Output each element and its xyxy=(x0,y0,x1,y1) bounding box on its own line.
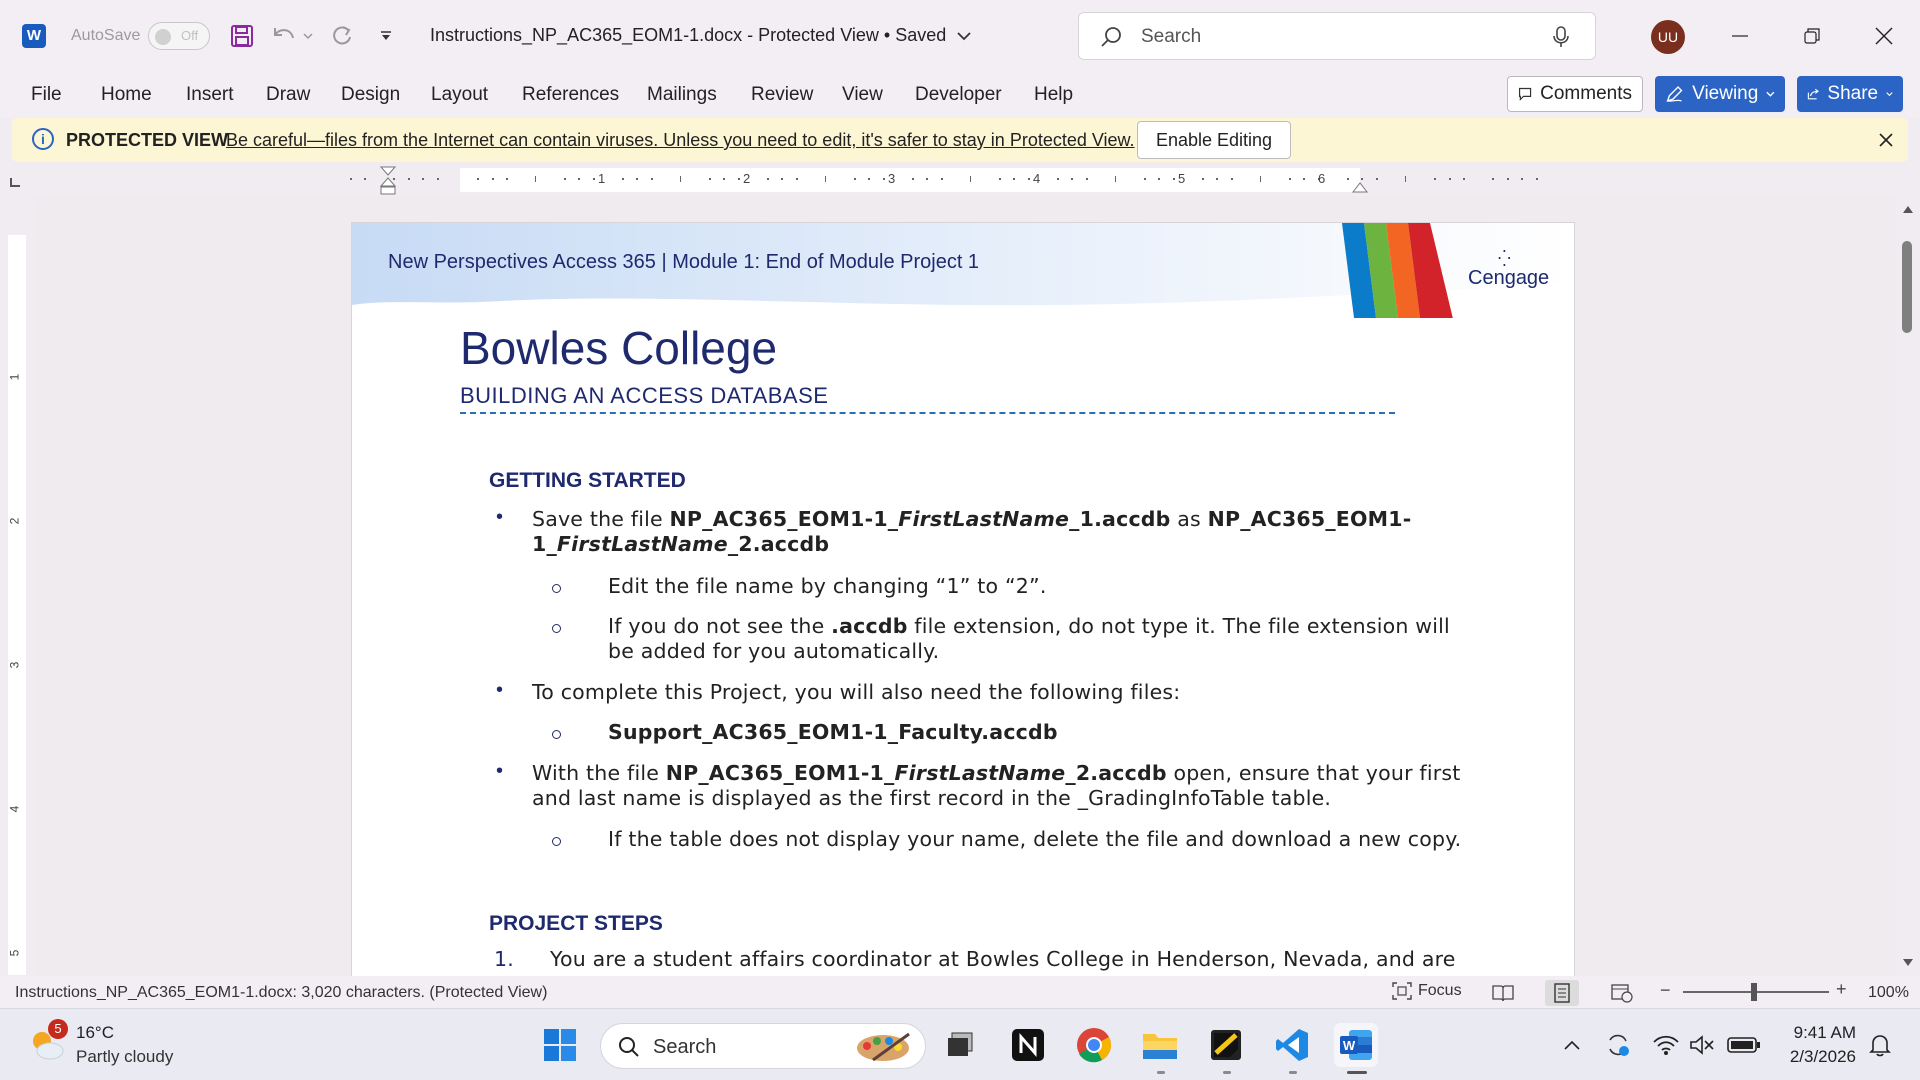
title-bar xyxy=(0,0,1920,72)
chrome-app-icon[interactable] xyxy=(1072,1023,1116,1067)
text-run: FirstLastName xyxy=(898,507,1070,531)
read-mode-icon[interactable] xyxy=(1486,980,1520,1006)
bullet: • xyxy=(496,760,504,782)
bullet: • xyxy=(496,679,504,701)
viewing-label: Viewing xyxy=(1692,83,1759,104)
paragraph: If the table does not display your name, delete the file and download a new copy. xyxy=(608,827,1462,851)
autosave-state: Off xyxy=(181,28,199,43)
undo-dropdown-icon[interactable] xyxy=(298,20,318,52)
close-icon[interactable] xyxy=(1874,128,1898,152)
undo-icon[interactable] xyxy=(268,20,300,52)
text-run: open, ensure that your first xyxy=(1166,761,1461,785)
text-run: .accdb xyxy=(831,614,908,638)
search-icon xyxy=(617,1035,641,1059)
protected-view-title: PROTECTED VIEW xyxy=(66,130,229,150)
cengage-logo: Cengage xyxy=(1468,267,1550,289)
clock-date[interactable]: 2/3/2026 xyxy=(1789,1047,1856,1066)
windows-logo-icon xyxy=(543,1028,577,1062)
paragraph: and last name is displayed as the first record in the _GradingInfoTable table. xyxy=(532,786,1332,810)
indent-marker-icon[interactable] xyxy=(380,166,396,196)
scrollbar-thumb[interactable] xyxy=(1902,241,1912,333)
paragraph: To complete this Project, you will also need the following files: xyxy=(532,680,1181,704)
svg-text:W: W xyxy=(1342,1038,1356,1053)
tab-design[interactable]: Design xyxy=(341,84,401,105)
tab-help[interactable]: Help xyxy=(1034,84,1074,105)
share-icon xyxy=(1807,85,1819,103)
horizontal-ruler[interactable] xyxy=(0,166,1920,196)
sub-bullet xyxy=(552,837,561,846)
ruler-number: 4 xyxy=(1033,171,1041,186)
battery-icon[interactable] xyxy=(1726,1031,1762,1059)
autosave-toggle[interactable] xyxy=(148,22,210,50)
document-title[interactable] xyxy=(430,25,971,46)
avatar[interactable]: UU xyxy=(1651,20,1685,54)
ruler-number: 1 xyxy=(7,373,22,381)
file-explorer-icon[interactable] xyxy=(1138,1023,1182,1067)
document-canvas[interactable] xyxy=(34,196,1896,976)
chevron-up-icon[interactable] xyxy=(1558,1031,1586,1059)
search-placeholder: Search xyxy=(1141,26,1202,47)
document-subtitle: BUILDING AN ACCESS DATABASE xyxy=(460,383,829,408)
running-indicator xyxy=(1289,1071,1297,1074)
comments-label: Comments xyxy=(1540,83,1632,104)
paragraph xyxy=(608,614,1450,638)
taskbar-search-placeholder: Search xyxy=(653,1036,717,1058)
tab-file[interactable]: File xyxy=(31,84,62,105)
right-indent-marker-icon[interactable] xyxy=(1352,178,1368,194)
enable-editing-button[interactable]: Enable Editing xyxy=(1137,121,1291,159)
text-run: NP_AC365_EOM1-1_ xyxy=(669,507,899,531)
focus-button[interactable] xyxy=(1392,982,1462,1000)
tab-layout[interactable]: Layout xyxy=(431,84,489,105)
focus-icon xyxy=(1392,982,1412,1000)
search-input[interactable] xyxy=(1078,12,1596,60)
running-indicator xyxy=(1223,1071,1231,1074)
pen-icon xyxy=(1665,83,1684,105)
text-run: With the file xyxy=(532,761,666,785)
running-indicator xyxy=(1157,1071,1165,1074)
task-view-icon[interactable] xyxy=(938,1023,982,1067)
paragraph: Edit the file name by changing “1” to “2”. xyxy=(608,574,1047,598)
toggle-knob xyxy=(155,29,171,45)
document-title-text: Instructions_NP_AC365_EOM1-1.docx - Protected View • Saved xyxy=(430,25,947,45)
web-layout-icon[interactable] xyxy=(1605,980,1639,1006)
info-shield-icon: i xyxy=(32,128,54,150)
ribbon-tabs xyxy=(0,72,1920,118)
paragraph xyxy=(532,761,1460,785)
text-run: FirstLastName xyxy=(556,532,728,556)
cengage-logo-icon: ⁛ xyxy=(1498,251,1511,268)
tab-selector-icon[interactable] xyxy=(10,176,22,188)
microphone-icon[interactable] xyxy=(1553,25,1569,49)
ruler-number: 6 xyxy=(1318,171,1326,186)
heading-getting-started: GETTING STARTED xyxy=(489,469,686,492)
chevron-down-icon xyxy=(1766,90,1775,98)
tab-insert[interactable]: Insert xyxy=(186,84,234,105)
clock-time[interactable]: 9:41 AM xyxy=(1793,1023,1856,1042)
text-run: file extension, do not type it. The file extension will xyxy=(907,614,1450,638)
heading-project-steps: PROJECT STEPS xyxy=(489,912,663,935)
ruler-number: 2 xyxy=(7,517,22,525)
paragraph xyxy=(532,532,829,556)
protected-view-message[interactable]: Be careful—files from the Internet can contain viruses. Unless you need to edit, it's safer to stay in Protected View. xyxy=(226,130,1135,150)
chevron-down-icon xyxy=(1886,90,1893,98)
text-run: FirstLastName xyxy=(894,761,1066,785)
search-icon xyxy=(1099,25,1123,49)
close-icon[interactable] xyxy=(1864,18,1904,54)
text-run: Support_AC365_EOM1-1_Faculty.accdb xyxy=(608,720,1058,744)
share-label: Share xyxy=(1827,83,1879,104)
notification-badge: 5 xyxy=(48,1019,68,1039)
tab-home[interactable]: Home xyxy=(101,84,152,105)
document-page[interactable] xyxy=(352,223,1574,976)
customize-qat-icon[interactable] xyxy=(370,20,402,52)
taskbar-search[interactable] xyxy=(600,1023,926,1069)
vertical-ruler[interactable] xyxy=(0,200,34,975)
volume-muted-icon[interactable] xyxy=(1688,1031,1716,1059)
active-indicator xyxy=(1347,1071,1367,1074)
tab-review[interactable]: Review xyxy=(751,84,814,105)
restore-icon[interactable] xyxy=(1792,18,1832,54)
scroll-up-icon[interactable] xyxy=(1902,204,1914,214)
zoom-slider-thumb[interactable] xyxy=(1751,983,1757,1001)
bullet: • xyxy=(496,506,504,528)
list-number: 1. xyxy=(494,947,514,971)
text-run: _2.accdb xyxy=(727,532,830,556)
divider xyxy=(460,412,1395,414)
ruler-number: 5 xyxy=(1178,171,1186,186)
ruler-number: 2 xyxy=(743,171,751,186)
sticky-notes-icon[interactable] xyxy=(1204,1023,1248,1067)
taskbar xyxy=(0,1008,1920,1080)
ruler-text-area xyxy=(8,235,26,975)
paragraph xyxy=(532,507,1411,531)
ruler-number: 5 xyxy=(7,949,22,957)
redo-icon[interactable] xyxy=(326,20,358,52)
vscode-app-icon[interactable] xyxy=(1270,1023,1314,1067)
tab-draw[interactable]: Draw xyxy=(266,84,311,105)
wifi-icon[interactable] xyxy=(1652,1031,1680,1059)
zoom-in-icon[interactable]: + xyxy=(1836,979,1847,999)
ruler-number: 3 xyxy=(7,661,22,669)
print-layout-icon[interactable] xyxy=(1545,980,1579,1006)
notion-app-icon[interactable] xyxy=(1006,1023,1050,1067)
header-text: New Perspectives Access 365 | Module 1: End of Module Project 1 xyxy=(388,251,980,273)
text-run: _1.accdb xyxy=(1069,507,1171,531)
zoom-out-icon[interactable]: − xyxy=(1660,980,1671,1000)
paragraph xyxy=(608,720,1058,744)
status-bar xyxy=(0,976,1920,1008)
save-icon[interactable] xyxy=(226,20,258,52)
paragraph: You are a student affairs coordinator at Bowles College in Henderson, Nevada, and are xyxy=(550,947,1456,971)
sub-bullet xyxy=(552,584,561,593)
text-run: Save the file xyxy=(532,507,670,531)
share-button[interactable] xyxy=(1797,76,1903,112)
minimize-icon[interactable] xyxy=(1720,18,1760,54)
ruler-ticks xyxy=(340,166,1570,196)
protected-view-bar xyxy=(12,118,1908,162)
word-app-icon[interactable]: W xyxy=(22,24,46,48)
viewing-mode-button[interactable] xyxy=(1655,76,1785,112)
chevron-down-icon xyxy=(957,31,971,41)
ruler-number: 3 xyxy=(888,171,896,186)
start-button[interactable] xyxy=(538,1023,582,1067)
word-count-status[interactable]: Instructions_NP_AC365_EOM1-1.docx: 3,020 characters. (Protected View) xyxy=(15,984,548,1001)
tab-view[interactable]: View xyxy=(842,84,883,105)
text-run: as xyxy=(1170,507,1208,531)
zoom-level[interactable]: 100% xyxy=(1868,984,1909,1001)
word-taskbar-icon[interactable] xyxy=(1334,1023,1378,1067)
sub-bullet xyxy=(552,730,561,739)
tab-references[interactable]: References xyxy=(522,84,620,105)
notifications-icon[interactable] xyxy=(1866,1031,1894,1059)
sync-icon[interactable] xyxy=(1604,1031,1632,1059)
text-run: 1_ xyxy=(532,532,557,556)
temperature[interactable]: 16°C xyxy=(76,1023,114,1042)
tab-developer[interactable]: Developer xyxy=(915,84,1002,105)
vertical-scrollbar[interactable] xyxy=(1896,196,1920,976)
paint-palette-icon xyxy=(853,1030,913,1064)
comment-icon xyxy=(1518,85,1532,103)
text-run: NP_AC365_EOM1-1_ xyxy=(665,761,895,785)
text-run: _2.accdb xyxy=(1065,761,1167,785)
tab-mailings[interactable]: Mailings xyxy=(647,84,717,105)
ruler-number: 4 xyxy=(7,805,22,813)
comments-button[interactable] xyxy=(1507,76,1643,112)
ruler-number: 1 xyxy=(598,171,606,186)
autosave-label: AutoSave xyxy=(71,27,141,44)
text-run: If you do not see the xyxy=(608,614,832,638)
weather-condition[interactable]: Partly cloudy xyxy=(76,1047,174,1066)
document-title: Bowles College xyxy=(460,322,778,374)
sub-bullet xyxy=(552,624,561,633)
scroll-down-icon[interactable] xyxy=(1902,958,1914,968)
text-run: NP_AC365_EOM1- xyxy=(1207,507,1412,531)
focus-label: Focus xyxy=(1418,982,1462,999)
paragraph: be added for you automatically. xyxy=(608,639,940,663)
